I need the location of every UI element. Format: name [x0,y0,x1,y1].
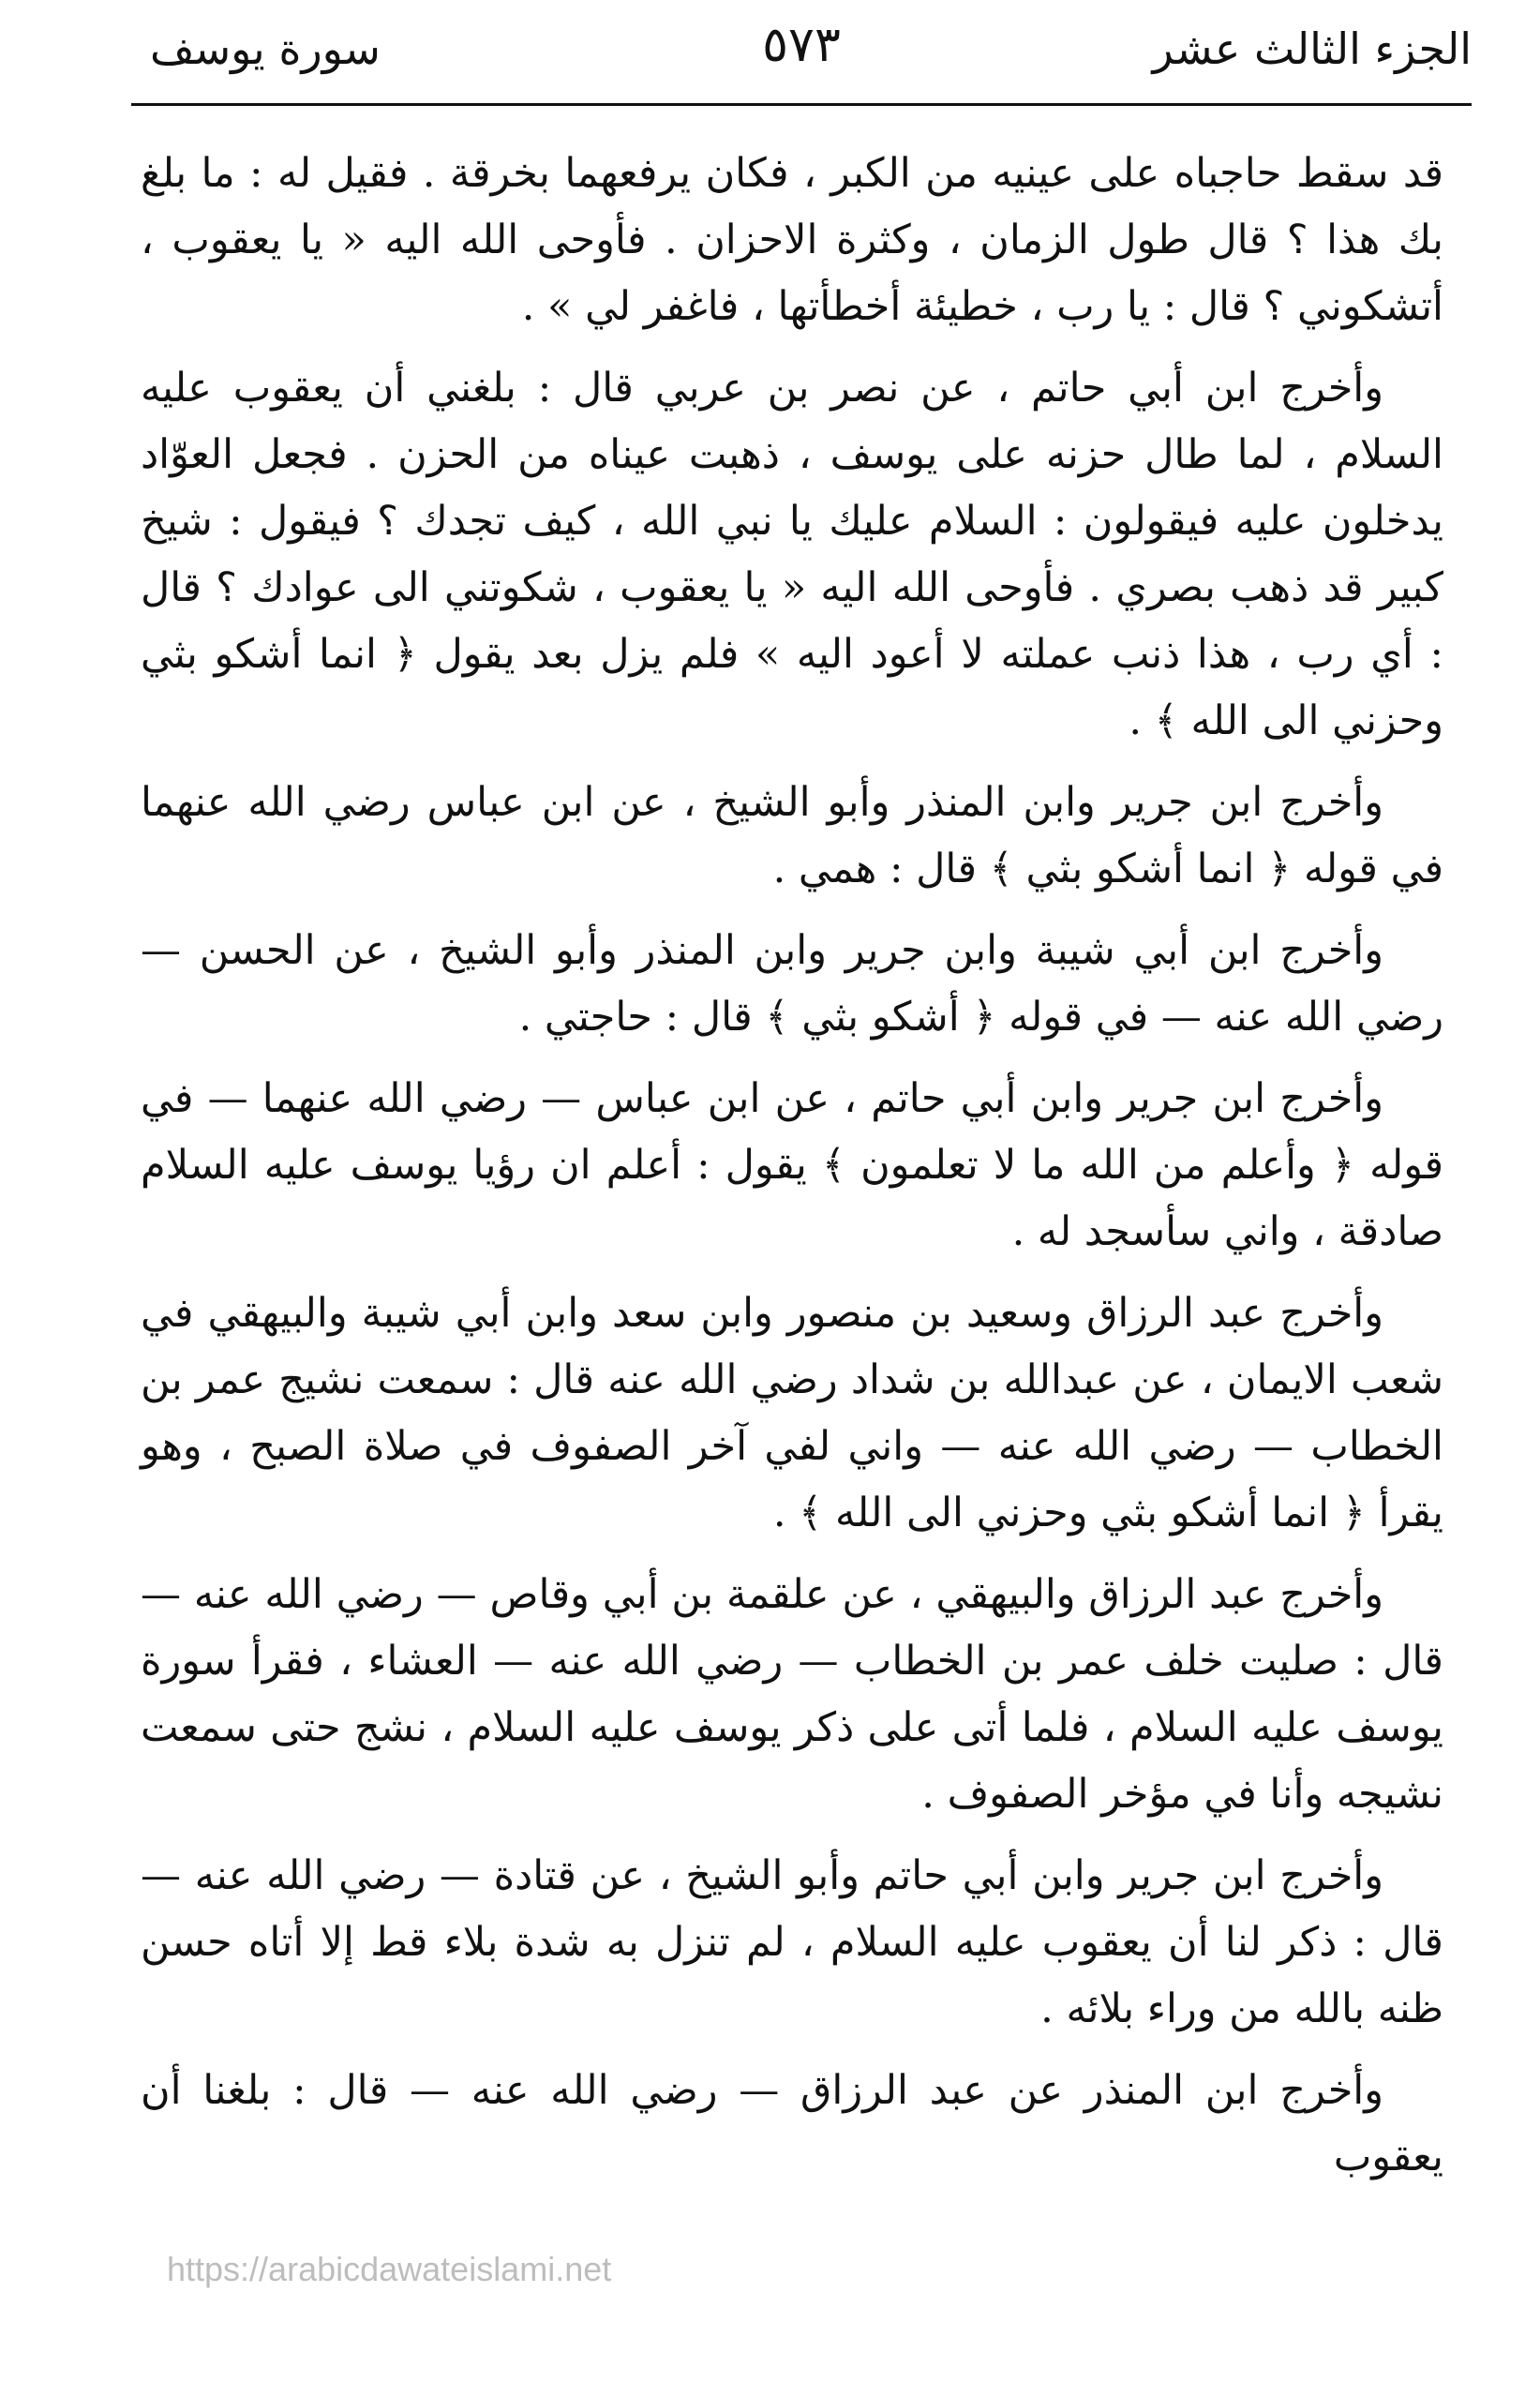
surah-title: سورة يوسف [150,23,381,74]
paragraph: وأخرج ابن جرير وابن المنذر وأبو الشيخ ، عن ابن عباس رضي الله عنهما في قوله ﴿ انما أشكو بثي ﴾ قال : همي . [141,779,1443,892]
paragraph: وأخرج عبد الرزاق والبيهقي ، عن علقمة بن أبي وقاص — رضي الله عنه — قال : صليت خلف عمر بن الخطاب — رضي الله عنه — العشاء ، فقرأ سورة يوسف عليه السلام ، فلما أتى على ذكر يوسف عليه السلام ، نشج حتى سمعت نشيجه وأنا في مؤخر الصفوف . [141,1571,1443,1818]
page-body [141,141,1443,2206]
page-number: ٥٧٣ [762,17,841,73]
paragraph: وأخرج ابن جرير وابن أبي حاتم وأبو الشيخ ، عن قتادة — رضي الله عنه — قال : ذكر لنا أن يعقوب عليه السلام ، لم تنزل به شدة بلاء قط إلا أتاه حسن ظنه بالله من وراء بلائه . [141,1852,1443,2032]
watermark-url: https://arabicdawateislami.net [167,2250,612,2288]
paragraph: وأخرج ابن أبي حاتم ، عن نصر بن عربي قال : بلغني أن يعقوب عليه السلام ، لما طال حزنه على يوسف ، ذهبت عيناه من الحزن . فجعل العوّاد يدخلون عليه فيقولون : السلام عليك يا نبي الله ، كيف تجدك ؟ فيقول : شيخ كبير قد ذهب بصري . فأوحى الله اليه « يا يعقوب ، شكوتني الى عوادك ؟ قال : أي رب ، هذا ذنب عملته لا أعود اليه » فلم يزل بعد يقول ﴿ انما أشكو بثي وحزني الى الله ﴾ . [141,365,1443,744]
paragraph: وأخرج ابن أبي شيبة وابن جرير وابن المنذر وأبو الشيخ ، عن الحسن — رضي الله عنه — في قوله ﴿ أشكو بثي ﴾ قال : حاجتي . [141,927,1443,1041]
paragraph: وأخرج عبد الرزاق وسعيد بن منصور وابن سعد وابن أبي شيبة والبيهقي في شعب الايمان ، عن عبدالله بن شداد رضي الله عنه قال : سمعت نشيج عمر بن الخطاب — رضي الله عنه — واني لفي آخر الصفوف في صلاة الصبح ، وهو يقرأ ﴿ انما أشكو بثي وحزني الى الله ﴾ . [141,1290,1443,1536]
paragraph: وأخرج ابن جرير وابن أبي حاتم ، عن ابن عباس — رضي الله عنهما — في قوله ﴿ وأعلم من الله ما لا تعلمون ﴾ يقول : أعلم ان رؤيا يوسف عليه السلام صادقة ، واني سأسجد له . [141,1075,1443,1255]
paragraph: قد سقط حاجباه على عينيه من الكبر ، فكان يرفعهما بخرقة . فقيل له : ما بلغ بك هذا ؟ قال طول الزمان ، وكثرة الاحزان . فأوحى الله اليه « يا يعقوب ، أتشكوني ؟ قال : يا رب ، خطيئة أخطأتها ، فاغفر لي » . [141,150,1443,330]
part-title: الجزء الثالث عشر [1152,23,1472,74]
page-header [131,7,1472,92]
paragraph: وأخرج ابن المنذر عن عبد الرزاق — رضي الله عنه — قال : بلغنا أن يعقوب [141,2067,1443,2180]
header-divider [131,103,1472,106]
